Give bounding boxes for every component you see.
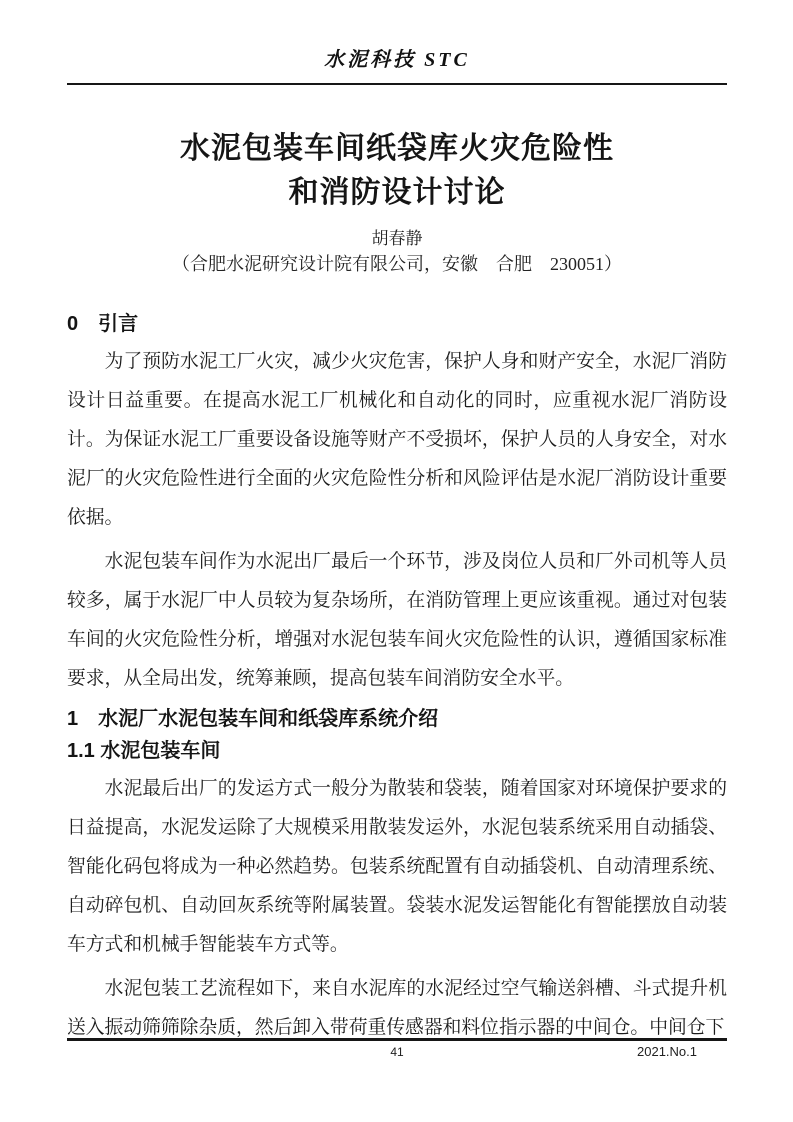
footer-row — [67, 1043, 727, 1061]
section-heading-1-1: 1.1 水泥包装车间 — [67, 740, 221, 762]
journal-name: 水泥科技 STC — [324, 49, 470, 71]
footer-rule — [67, 1038, 727, 1041]
article-title-line2: 和消防设计讨论 — [288, 176, 506, 209]
journal-header — [67, 0, 727, 85]
page-footer — [67, 1038, 727, 1061]
section-heading-1: 1 水泥厂水泥包装车间和纸袋库系统介绍 — [67, 708, 439, 730]
page-number: 41 — [390, 1045, 404, 1059]
paragraph-intro-1: 为了预防水泥工厂火灾，减少火灾危害，保护人身和财产安全，水泥厂消防设计日益重要。在提高水泥工厂机械化和自动化的同时，应重视水泥厂消防设计。为保证水泥工厂重要设备设施等财产不受损坏，保护人员的人身安全，对水泥厂的火灾危险性进行全面的火灾危险性分析和风险评估是水泥厂消防设计重要依据。 — [67, 351, 727, 528]
paragraph-intro-2: 水泥包装车间作为水泥出厂最后一个环节，涉及岗位人员和厂外司机等人员较多，属于水泥厂中人员较为复杂场所，在消防管理上更应该重视。通过对包装车间的火灾危险性分析，增强对水泥包装车间火灾危险性的认识，遵循国家标准要求，从全局出发，统筹兼顾，提高包装车间消防安全水平。 — [67, 551, 727, 689]
issue-label: 2021.No.1 — [637, 1044, 697, 1059]
author-affiliation: （合肥水泥研究设计院有限公司，安徽 合肥 230051） — [172, 254, 622, 274]
paragraph-packing-1: 水泥最后出厂的发运方式一般分为散装和袋装，随着国家对环境保护要求的日益提高，水泥发运除了大规模采用散装发运外，水泥包装系统采用自动插袋、智能化码包将成为一种必然趋势。包装系统配置有自动插袋机、自动清理系统、自动碎包机、自动回灰系统等附属装置。袋装水泥发运智能化有智能摆放自动装车方式和机械手智能装车方式等。 — [67, 778, 727, 955]
article-title-line1: 水泥包装车间纸袋库火灾危险性 — [180, 132, 614, 165]
header-rule — [67, 83, 727, 85]
section-heading-0-intro: 0 引言 — [67, 313, 139, 335]
article-title — [67, 127, 727, 215]
author-name: 胡春静 — [371, 229, 423, 248]
paragraph-packing-2: 水泥包装工艺流程如下，来自水泥库的水泥经过空气输送斜槽、斗式提升机送入振动筛筛除杂质，然后卸入带荷重传感器和料位指示器的中间仓。中间仓下 — [67, 978, 727, 1038]
